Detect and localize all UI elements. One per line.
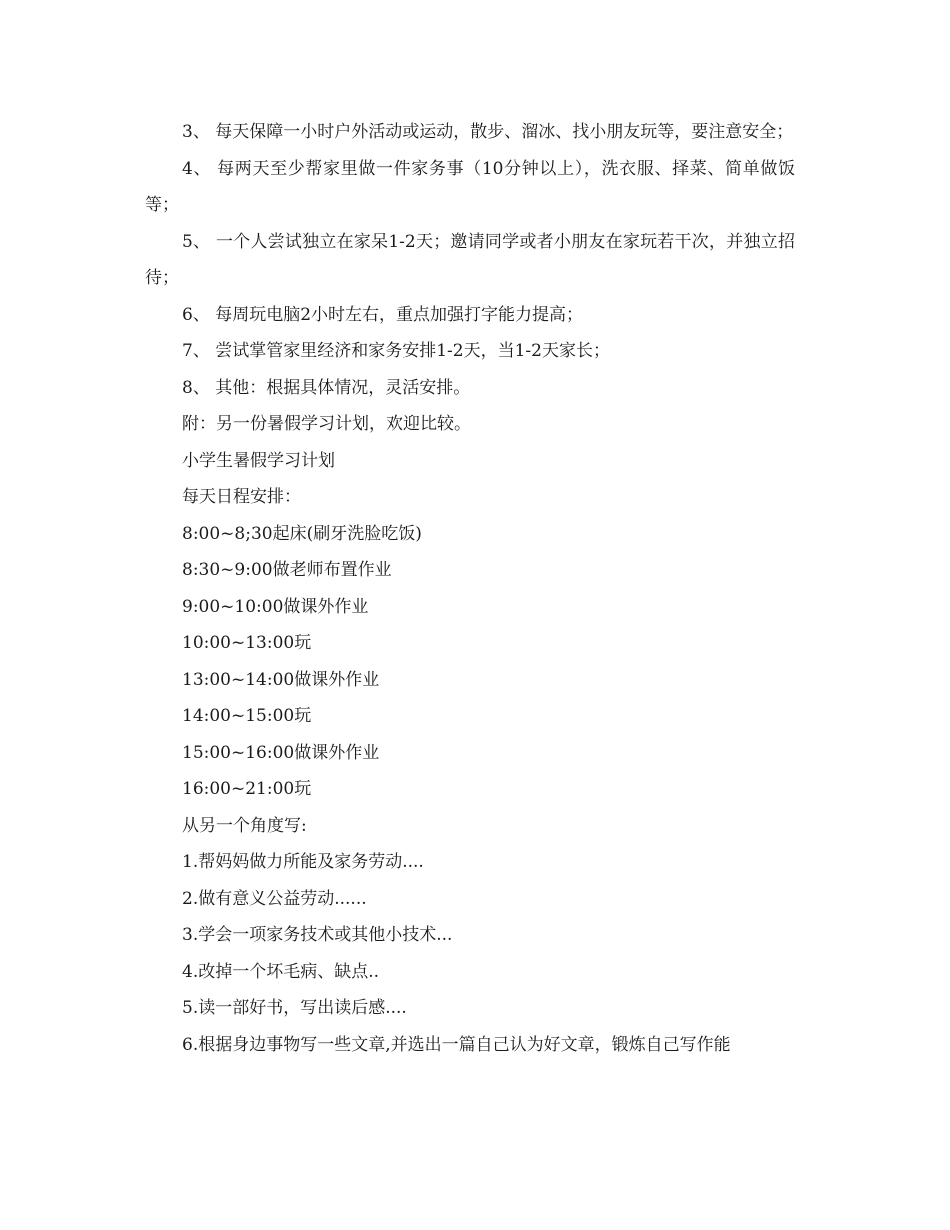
- list-item: 4.改掉一个坏毛病、缺点..: [182, 961, 380, 982]
- list-item: 3.学会一项家务技术或其他小技术...: [182, 925, 453, 945]
- plan-title: 小学生暑假学习计划: [182, 450, 335, 471]
- schedule-line: 16:00~21:00玩: [182, 779, 312, 799]
- list-item: 2.做有意义公益劳动......: [182, 888, 367, 909]
- appendix-note: 附：另一份暑假学习计划，欢迎比较。: [182, 414, 471, 434]
- schedule-line: 14:00~15:00玩: [182, 706, 312, 726]
- schedule-heading: 每天日程安排：: [182, 487, 301, 507]
- schedule-line: 9:00~10:00做课外作业: [182, 596, 369, 617]
- paragraph-item-8: 8、 其他：根据具体情况，灵活安排。: [182, 377, 471, 398]
- schedule-line: 8:30~9:00做老师布置作业: [182, 560, 392, 580]
- list-item: 1.帮妈妈做力所能及家务劳动....: [182, 852, 424, 872]
- paragraph-item-4: 4、 每两天至少帮家里做一件家务事（10分钟以上），洗衣服、择菜、简单做饭等；: [145, 158, 795, 215]
- paragraph-item-5: 5、 一个人尝试独立在家呆1-2天；邀请同学或者小朋友在家玩若干次，并独立招待；: [145, 231, 795, 288]
- document-body: [145, 114, 795, 1063]
- paragraph-item-6: 6、 每周玩电脑2小时左右，重点加强打字能力提高；: [182, 304, 584, 325]
- schedule-line: 15:00~16:00做课外作业: [182, 742, 380, 763]
- schedule-line: 13:00~14:00做课外作业: [182, 669, 380, 690]
- list-item: 5.读一部好书，写出读后感....: [182, 998, 407, 1018]
- schedule-line: 10:00~13:00玩: [182, 633, 312, 653]
- other-angle-heading: 从另一个角度写:: [182, 815, 307, 836]
- paragraph-item-7: 7、 尝试掌管家里经济和家务安排1-2天，当1-2天家长；: [182, 341, 610, 361]
- list-item: 6.根据身边事物写一些文章,并选出一篇自己认为好文章，锻炼自己写作能: [182, 1034, 731, 1055]
- paragraph-item-3: 3、 每天保障一小时户外活动或运动，散步、溜冰、找小朋友玩等，要注意安全；: [182, 122, 794, 142]
- schedule-line: 8:00~8;30起床(刷牙洗脸吃饭): [182, 523, 422, 544]
